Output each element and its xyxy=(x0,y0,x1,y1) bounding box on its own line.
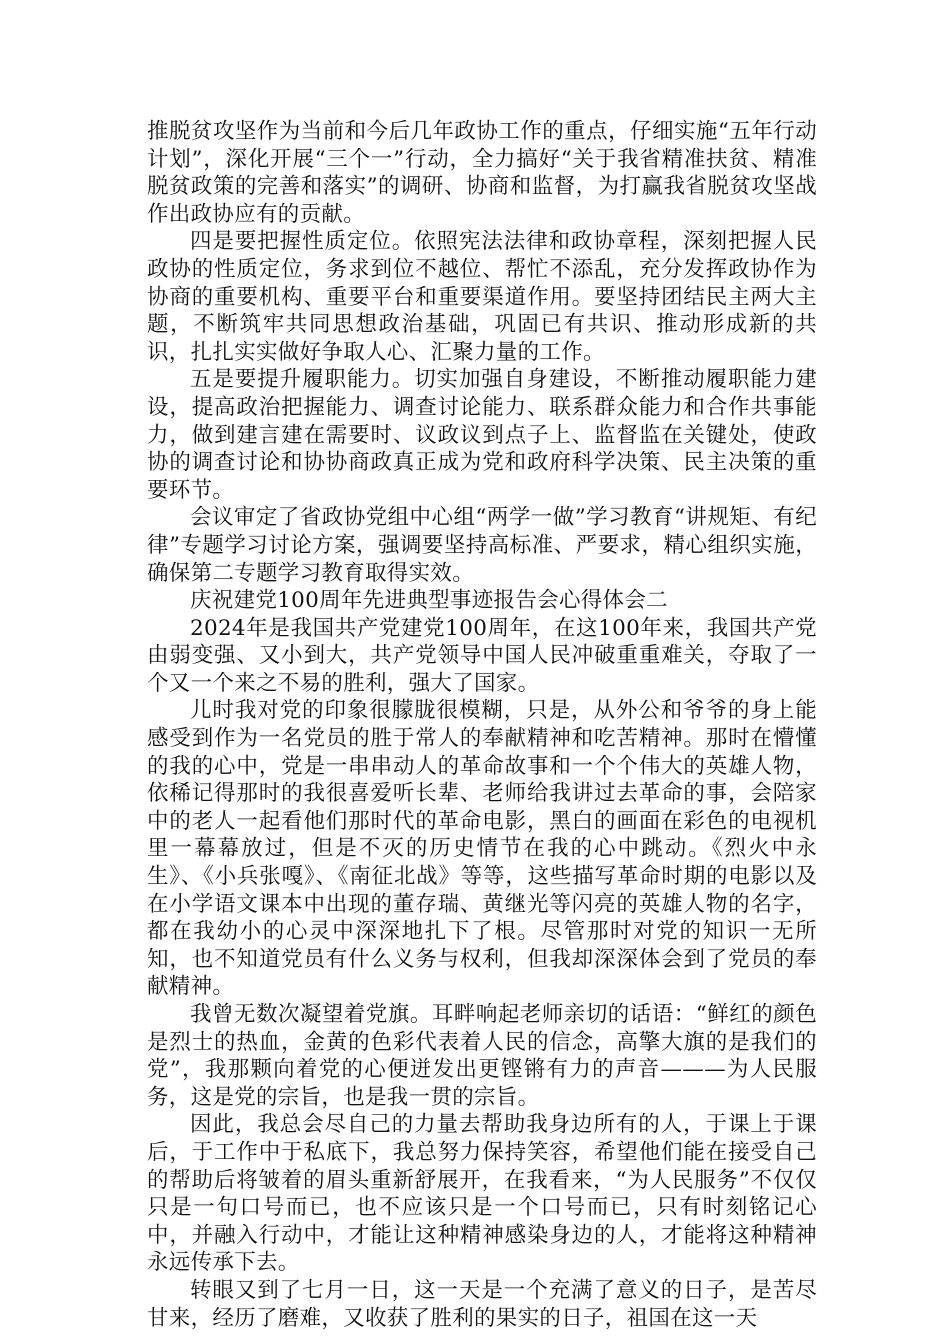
paragraph-3: 五是要提升履职能力。切实加强自身建设，不断推动履职能力建设，提高政治把握能力、调查讨论能力、联系群众能力和合作共事能力，做到建言建在需要时、议政议到点子上、监督监在关键处，使政协的调查讨论和协协商政真正成为党和政府科学决策、民主决策的重要环节。 xyxy=(147,367,817,503)
paragraph-5: 2024年是我国共产党建党100周年，在这100年来，我国共产党由弱变强、又小到大，共产党领导中国人民冲破重重难关，夺取了一个又一个来之不易的胜利，强大了国家。 xyxy=(147,615,817,696)
paragraph-2: 四是要把握性质定位。依照宪法法律和政协章程，深刻把握人民政协的性质定位，务求到位不越位、帮忙不添乱，充分发挥政协作为协商的重要机构、重要平台和重要渠道作用。要坚持团结民主两大主题，不断筑牢共同思想政治基础，巩固已有共识、推动形成新的共识，扎扎实实做好争取人心、汇聚力量的工作。 xyxy=(147,229,817,365)
paragraph-9: 转眼又到了七月一日，这一天是一个充满了意义的日子，是苦尽甘来，经历了磨难，又收获了胜利的果实的日子，祖国在这一天 xyxy=(147,1277,817,1331)
document-body xyxy=(147,118,817,1332)
section-heading: 庆祝建党100周年先进典型事迹报告会心得体会二 xyxy=(190,588,668,614)
paragraph-1: 推脱贫攻坚作为当前和今后几年政协工作的重点，仔细实施“五年行动计划”，深化开展“三个一”行动，全力搞好“关于我省精准扶贫、精准脱贫政策的完善和落实”的调研、协商和监督，为打赢我省脱贫攻坚战作出政协应有的贡献。 xyxy=(147,119,817,227)
paragraph-6: 儿时我对党的印象很朦胧很模糊，只是，从外公和爷爷的身上能感受到作为一名党员的胜于常人的奉献精神和吃苦精神。那时在懵懂的我的心中，党是一串串动人的革命故事和一个个伟大的英雄人物，依稀记得那时的我很喜爱听长辈、老师给我讲过去革命的事，会陪家中的老人一起看他们那时代的革命电影，黑白的画面在彩色的电视机里一幕幕放过，但是不灭的历史情节在我的心中跳动。《烈火中永生》、《小兵张嘎》、《南征北战》等等，这些描写革命时期的电影以及在小学语文课本中出现的董存瑞、黄继光等闪亮的英雄人物的名字，都在我幼小的心灵中深深地扎下了根。尽管那时对党的知识一无所知，也不知道党员有什么义务与权利，但我却深深体会到了党员的奉献精神。 xyxy=(147,698,817,1000)
paragraph-7: 我曾无数次凝望着党旗。耳畔响起老师亲切的话语：“鲜红的颜色是烈士的热血，金黄的色彩代表着人民的信念，高擎大旗的是我们的党”，我那颗向着党的心便迸发出更铿锵有力的声音———为人民服务，这是党的宗旨，也是我一贯的宗旨。 xyxy=(147,1002,817,1110)
paragraph-4: 会议审定了省政协党组中心组“两学一做”学习教育“讲规矩、有纪律”专题学习讨论方案，强调要坚持高标准、严要求，精心组织实施，确保第二专题学习教育取得实效。 xyxy=(147,505,817,586)
paragraph-8: 因此，我总会尽自己的力量去帮助我身边所有的人，于课上于课后，于工作中于私底下，我总努力保持笑容，希望他们能在接受自己的帮助后将皱着的眉头重新舒展开，在我看来，“为人民服务”不仅仅只是一句口号而已，也不应该只是一个口号而已，只有时刻铭记心中，并融入行动中，才能让这种精神感染身边的人，才能将这种精神永远传承下去。 xyxy=(147,1112,817,1276)
